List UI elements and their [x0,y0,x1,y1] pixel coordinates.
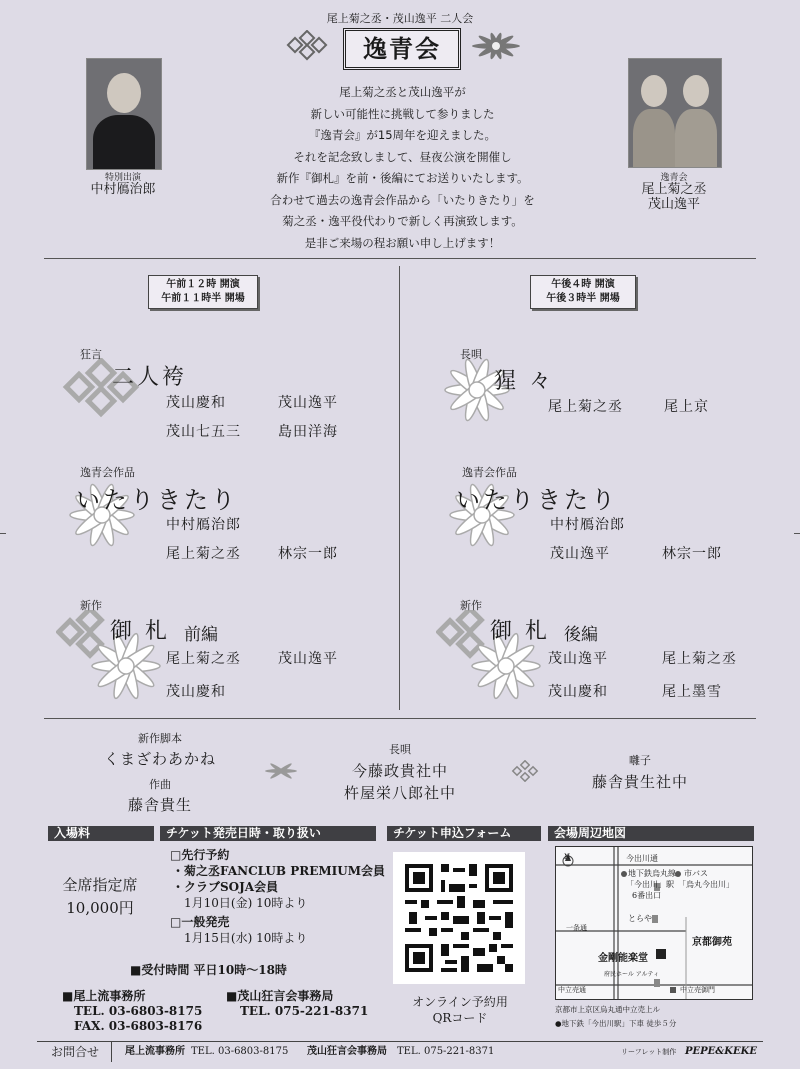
program-genre: 逸青会作品 [80,466,135,479]
performer: 尾上菊之丞 [166,651,241,667]
right-photo-caption-line2: 茂山逸平 [647,197,700,212]
presale-item: ・菊之丞FANCLUB PREMIUM会員 [172,864,386,878]
shigeyama-office: ■茂山狂言会事務局 [226,989,334,1003]
footer-shigeyama-tel: TEL. 075-221-8371 [397,1046,495,1057]
general-sale-date: 1月15日(水) 10時より [184,931,308,945]
presale-heading: □先行予約 [170,848,230,862]
diamond-crest-icon [280,30,336,62]
right-photo-caption-small: 逸青会 [660,173,688,183]
performer: 茂山逸平 [550,546,610,562]
nagauta-line2: 杵屋栄八郎社中 [343,784,456,802]
program-title: 猩 々 [494,369,554,394]
chrysanthemum-crest-icon [470,30,522,62]
venue-label: 金剛能楽堂 [598,953,648,964]
onoe-tel: TEL. 03-6803-8175 [74,1004,203,1018]
hayashi-name: 藤舎貴生社中 [591,773,688,791]
gosho-label: 京都御苑 [692,937,732,948]
presale-item: ・クラブSOJA会員 [172,880,279,894]
program-genre: 長唄 [460,348,482,361]
performer: 尾上墨雪 [662,684,722,700]
price-seat: 全席指定席 [62,876,138,894]
intro-line: 合わせて過去の逸青会作品から「いたりきたり」を [270,192,535,207]
qr-caption-2: QRコード [432,1011,488,1025]
performer: 茂山逸平 [548,651,608,667]
footer-separator [111,1042,112,1062]
station-label: 「今出川」駅 [626,880,674,889]
footer-onoe-tel: TEL. 03-6803-8175 [191,1046,289,1057]
matinee-time-box [148,275,258,309]
program-subtitle: 前編 [184,625,218,645]
general-sale-heading: □一般発売 [170,915,230,929]
left-photo-caption: 中村鴈治郎 [90,182,156,197]
venue-map[interactable] [555,846,753,1000]
nakadachiuri-label: 中立売通 [558,986,586,994]
venue-marker [656,949,666,959]
intro-line: 菊之丞・逸平役代わりで新しく再演致します。 [282,214,523,228]
intro-line: 『逸青会』が15周年を迎えました。 [308,128,497,142]
left-photo-caption-small: 特別出演 [104,173,141,183]
program-genre: 逸青会作品 [462,466,517,479]
price-bar: 入場料 [48,826,154,841]
performer: 茂山逸平 [278,651,338,667]
price-amount: 10,000円 [66,899,134,917]
header-subtitle: 尾上菊之丞・茂山逸平 二人会 [326,12,474,25]
footer-onoe: 尾上流事務所 [125,1046,185,1057]
evening-time-box [530,275,636,309]
presale-date: 1月10日(金) 10時より [184,896,308,910]
sales-bar: チケット発売日時・取り扱い [160,826,376,841]
intro-text [245,82,560,254]
diamond-crest-icon [510,760,540,782]
intro-line: 新しい可能性に挑戦して参りました [310,106,495,121]
onoe-fax: FAX. 03-6803-8176 [74,1019,203,1033]
evening-open: 午後３時半 開場 [546,293,620,304]
intro-line: 是非ご来場の程お願い申し上げます！ [304,235,501,250]
nagauta-line1: 今藤政貴社中 [351,762,448,780]
shigeyama-tel: TEL. 075-221-8371 [240,1004,369,1018]
program-genre: 新作 [80,599,102,612]
program-title: 御 札 [110,619,170,644]
music-name: 藤舎貴生 [127,796,192,814]
footer-shigeyama: 茂山狂言会事務局 [307,1046,387,1057]
bus-label: 市バス [684,869,708,878]
crop-mark-left [0,533,6,534]
duo-photo [628,58,722,168]
program-genre: 狂言 [80,348,102,361]
matinee-start: 午前１２時 開演 [166,279,240,290]
performer: 島田洋海 [278,424,338,440]
performer: 茂山慶和 [548,684,608,700]
script-name: くまざわあかね [103,750,216,768]
map-bar: 会場周辺地図 [548,826,754,841]
performer: 茂山七五三 [166,424,241,440]
performer: 林宗一郎 [278,546,338,562]
event-title: 逸青会 [343,28,461,70]
nagauta-label: 長唄 [389,743,411,756]
music-label: 作曲 [149,778,171,791]
ichijo-label: 一条通 [566,924,587,932]
performer: 尾上菊之丞 [548,399,623,415]
divider-top [44,258,756,259]
chrysanthemum-crest-icon [264,762,298,780]
venue-access: ●地下鉄「今出川駅」下車 徒歩５分 [555,1019,677,1028]
venue-address: 京都市上京区烏丸通中立売上ル [555,1005,660,1014]
program-genre: 新作 [460,599,482,612]
performer: 中村鴈治郎 [550,517,625,533]
ganjiro-photo [86,58,162,170]
performer: 茂山慶和 [166,395,226,411]
toraya-label: とらや [628,914,652,923]
program-subtitle: 後編 [564,625,598,645]
right-photo-caption-line1: 尾上菊之丞 [641,182,707,197]
qr-code-graphic [393,852,525,984]
program-title: いたりきたり [76,486,238,514]
qr-code[interactable] [393,852,525,984]
footer [37,1041,763,1062]
road-label: 今出川通 [626,854,658,863]
subway-label: 地下鉄烏丸線 [628,869,676,878]
script-label: 新作脚本 [138,732,182,745]
reception-hours: ■受付時間 平日10時〜18時 [130,963,287,977]
divider-staff [44,718,756,719]
north-label: N [564,853,571,861]
evening-start: 午後４時 開演 [551,279,615,290]
matinee-open: 午前１１時半 開場 [161,293,245,304]
performer: 茂山慶和 [166,684,226,700]
exit-label: 6番出口 [632,891,662,900]
crop-mark-right [794,533,800,534]
performer: 尾上菊之丞 [166,546,241,562]
intro-line: 新作『御札』を前・後編にてお送りいたします。 [276,171,529,185]
credit-label: リーフレット制作 [621,1048,677,1056]
performer: 中村鴈治郎 [166,517,241,533]
divider-center [399,266,400,710]
bus-stop-label: 「烏丸今出川」 [678,880,734,889]
footer-label: お問合せ [51,1045,100,1059]
performer: 林宗一郎 [662,546,722,562]
qr-caption-1: オンライン予約用 [412,995,508,1009]
performer: 尾上京 [664,399,709,415]
onoe-office: ■尾上流事務所 [62,989,146,1003]
program-title: 御 札 [490,619,550,644]
performer: 茂山逸平 [278,395,338,411]
intro-line: それを記念致しまして、昼夜公演を開催し [293,149,512,164]
program-title: 二人袴 [112,365,188,390]
form-bar: チケット申込フォーム [387,826,541,841]
program-title: いたりきたり [456,486,618,514]
gate-label: 中立売御門 [680,986,715,994]
hayashi-label: 囃子 [629,754,651,767]
hall-label: 府民ホール アルティ [604,971,660,978]
credit-name: PEPE&KEKE [685,1046,757,1057]
intro-line: 尾上菊之丞と茂山逸平が [339,85,466,99]
performer: 尾上菊之丞 [662,651,737,667]
